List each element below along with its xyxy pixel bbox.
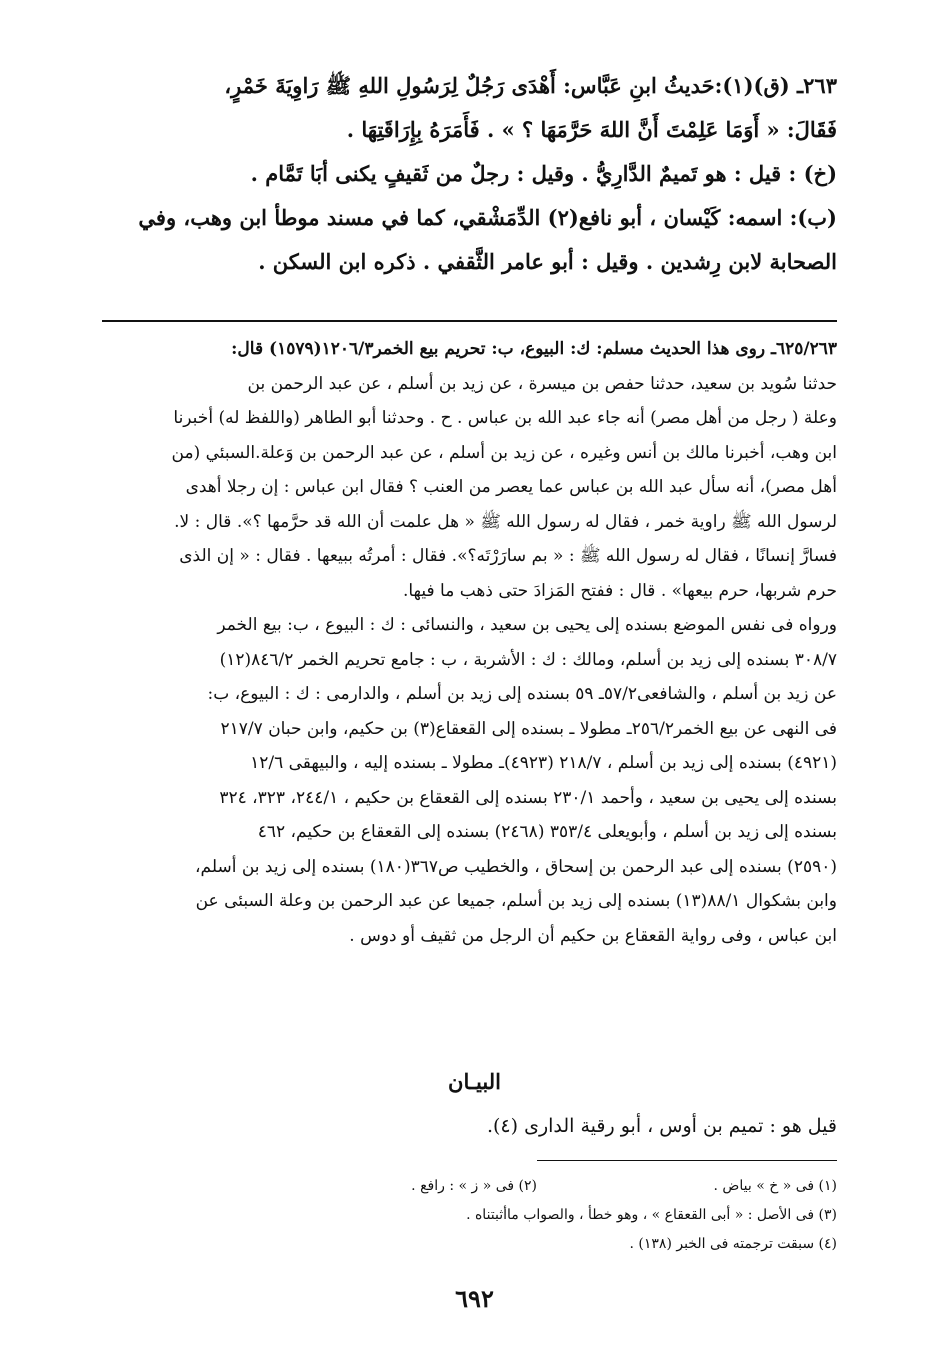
- commentary-line: ابن عباس ، وفى رواية القعقاع بن حكيم أن الرجل من ثقيف أو دوس .: [349, 925, 837, 946]
- hadith-line: (ب): اسمه: كَيْسان ، أبو نافع(٢) الدِّمَشْقي، كما في مسند موطأ ابن وهب، وفي: [138, 205, 837, 230]
- commentary-line: (٢٥٩٠) بسنده إلى عبد الرحمن بن إسحاق ، والخطيب ص٣٦٧(١٨٠) بسنده إلى زيد بن أسلم،: [195, 856, 837, 877]
- section-divider: [102, 320, 837, 322]
- footnote-row: [102, 1201, 837, 1230]
- commentary-line: لرسول الله ﷺ راوية خمر ، فقال له رسول الله ﷺ « هل علمت أن الله قد حرَّمها ؟». قال : لا.: [174, 511, 837, 532]
- footnote-4: (٤) سبقت ترجمته فى الخبر (١٣٨) .: [629, 1236, 837, 1252]
- commentary-text: [102, 332, 837, 953]
- footnotes: [102, 1172, 837, 1259]
- commentary-line: حدثنا سُويد بن سعيد، حدثنا حفص بن ميسرة ، عن زيد بن أسلم ، عن عبد الرحمن بن: [247, 373, 837, 394]
- commentary-line: (٤٩٢١) بسنده إلى زيد بن أسلم ، ٢١٨/٧ (٤٩٢٣)ـ مطولا ـ بسنده إليه ، والبيهقى ١٢/٦: [250, 753, 837, 773]
- commentary-line: حرم شربها، حرم بيعها» . قال : ففتح المَزادَ حتى ذهب ما فيها.: [402, 580, 837, 601]
- commentary-line: بسنده إلى يحيى بن سعيد ، وأحمد ٢٣٠/١ بسنده إلى القعقاع بن حكيم ، ٢٤٤/١، ٣٢٣، ٣٢٤: [219, 787, 837, 808]
- footnote-row: [102, 1172, 837, 1201]
- footnote-3: (٣) فى الأصل : « أبى القعقاع » ، وهو خطأ ، والصواب ماأثبتناه .: [466, 1207, 837, 1223]
- commentary-line: بسنده إلى زيد بن أسلم ، وأبويعلى ٣٥٣/٤ (٢٤٦٨) بسنده إلى القعقاع بن حكيم، ٤٦٢: [257, 822, 837, 842]
- commentary-line: فسارَّ إنسانًا ، فقال له رسول الله ﷺ : « بم سارَرْتَه؟». فقال : أمرتُه ببيعها . فقال : « إن الذى: [179, 546, 837, 566]
- footnote-row: [102, 1230, 837, 1259]
- commentary-line: فى النهى عن بيع الخمر٢٥٦/٢ـ مطولا ـ بسنده إلى القعقاع(٣) بن حكيم، وابن حبان ٢١٧/٧: [220, 718, 837, 739]
- commentary-line: ابن وهب، أخبرنا مالك بن أنس وغيره ، عن زيد بن أسلم ، عن عبد الرحمن بن وَعلة.السبئي (من: [171, 442, 837, 463]
- footnote-1: (١) فى « خ » بياض .: [713, 1178, 837, 1194]
- commentary-line: عن زيد بن أسلم ، والشافعى٥٧/٢ـ ٥٩ بسنده إلى زيد بن أسلم ، والدارمى : ك : البيوع، ب:: [207, 684, 837, 704]
- commentary-line: ورواه فى نفس الموضع بسنده إلى يحيى بن سعيد ، والنسائى : ك : البيوع ، ب: بيع الخمر: [217, 615, 837, 635]
- page-number: ٦٩٢: [455, 1284, 494, 1313]
- hadith-line: الصحابة لابن رِشدين . وقيل : أبو عامر الثَّقفي . ذكره ابن السكن .: [258, 249, 837, 274]
- hadith-line: ٢٦٣ـ (ق)(١):حَديثُ ابنِ عَبَّاس: أَهْدَى رَجُلٌ لِرَسُولِ اللهِ ﷺ رَاوِيَةَ خَمْرٍ،: [224, 73, 837, 98]
- commentary-line: ٣٠٨/٧ بسنده إلى زيد بن أسلم، ومالك : ك : الأشربة ، ب : جامع تحريم الخمر ٨٤٦/٢(١٢): [219, 649, 837, 670]
- footnote-2: (٢) فى « ز » : رافع .: [411, 1178, 537, 1194]
- commentary-line: وعلة ( رجل من أهل مصر) أنه جاء عبد الله بن عباس . ح . وحدثنا أبو الطاهر (واللفظ له) أخبرنا: [173, 408, 837, 428]
- commentary-line: وابن بشكوال ٨٨/١(١٣) بسنده إلى زيد بن أسلم، جميعا عن عبد الرحمن بن وعلة السبئى عن: [195, 891, 837, 911]
- bayan-title: البيـان: [448, 1069, 501, 1094]
- hadith-line: فَقَالَ: « أَوَمَا عَلِمْتَ أَنَّ اللهَ حَرَّمَهَا ؟ » . فَأَمَرَهُ بِإِرَاقَتِهَا .: [346, 117, 837, 142]
- bayan-text: قيل هو : تميم بن أوس ، أبو رقية الدارى (٤).: [486, 1115, 837, 1137]
- commentary-line: ٦٢٥/٢٦٣ـ روى هذا الحديث مسلم: ك: البيوع، ب: تحريم بيع الخمر١٢٠٦/٣(١٥٧٩) قال:: [231, 339, 837, 359]
- commentary-line: أهل مصر)، أنه سأل عبد الله بن عباس عما يعصر من العنب ؟ فقال ابن عباس : إن رجلا أهدى: [185, 477, 837, 497]
- hadith-main-text: [102, 64, 837, 284]
- footnote-divider: [537, 1160, 837, 1161]
- hadith-line: (خ) : قيل : هو تَميمٌ الدَّارِيُّ . وقيل : رجلٌ من ثَقيفٍ يكنى أبَا تَمَّام .: [250, 161, 837, 186]
